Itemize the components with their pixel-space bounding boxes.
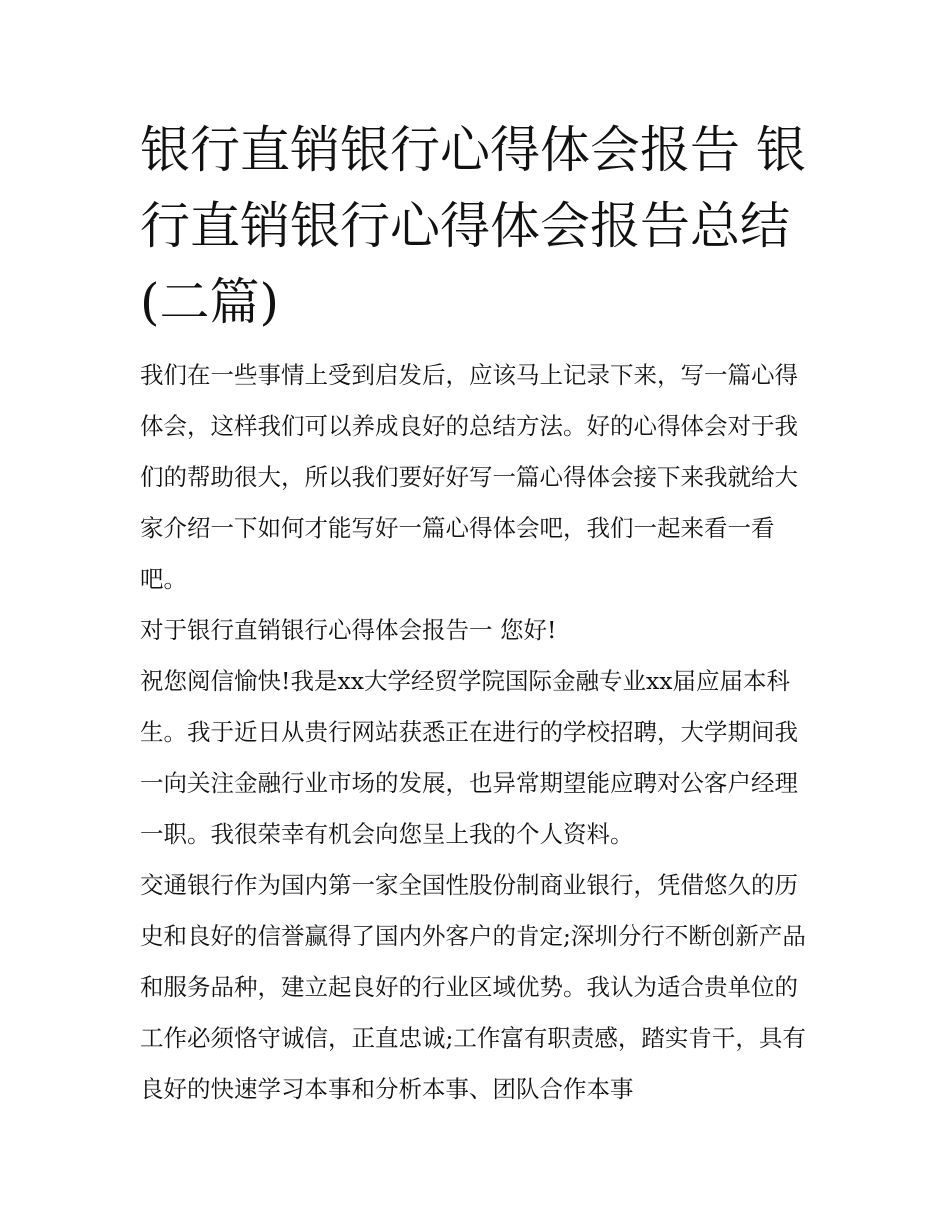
document-body xyxy=(140,350,812,1115)
paragraph-bank-description: 交通银行作为国内第一家全国性股份制商业银行，凭借悠久的历史和良好的信誉赢得了国内外客户的肯定;深圳分行不断创新产品和服务品种，建立起良好的行业区域优势。我认为适合贵单位的工作必须恪守诚信，正直忠诚;工作富有职责感，踏实肯干，具有良好的快速学习本事和分析本事、团队合作本事 xyxy=(140,871,806,1103)
paragraph-greeting: 对于银行直销银行心得体会报告一 您好! xyxy=(140,616,557,644)
paragraph-self-introduction: 祝您阅信愉快!我是xx大学经贸学院国际金融专业xx届应届本科生。我于近日从贵行网站获悉正在进行的学校招聘，大学期间我一向关注金融行业市场的发展，也异常期望能应聘对公客户经理一职。我很荣幸有机会向您呈上我的个人资料。 xyxy=(140,667,798,848)
paragraph-intro: 我们在一些事情上受到启发后，应该马上记录下来，写一篇心得体会，这样我们可以养成良好的总结方法。好的心得体会对于我们的帮助很大，所以我们要好好写一篇心得体会接下来我就给大家介绍一下如何才能写好一篇心得体会吧，我们一起来看一看吧。 xyxy=(140,361,798,593)
document-page xyxy=(140,112,812,1115)
document-title: 银行直销银行心得体会报告 银行直销银行心得体会报告总结(二篇) xyxy=(140,121,806,331)
